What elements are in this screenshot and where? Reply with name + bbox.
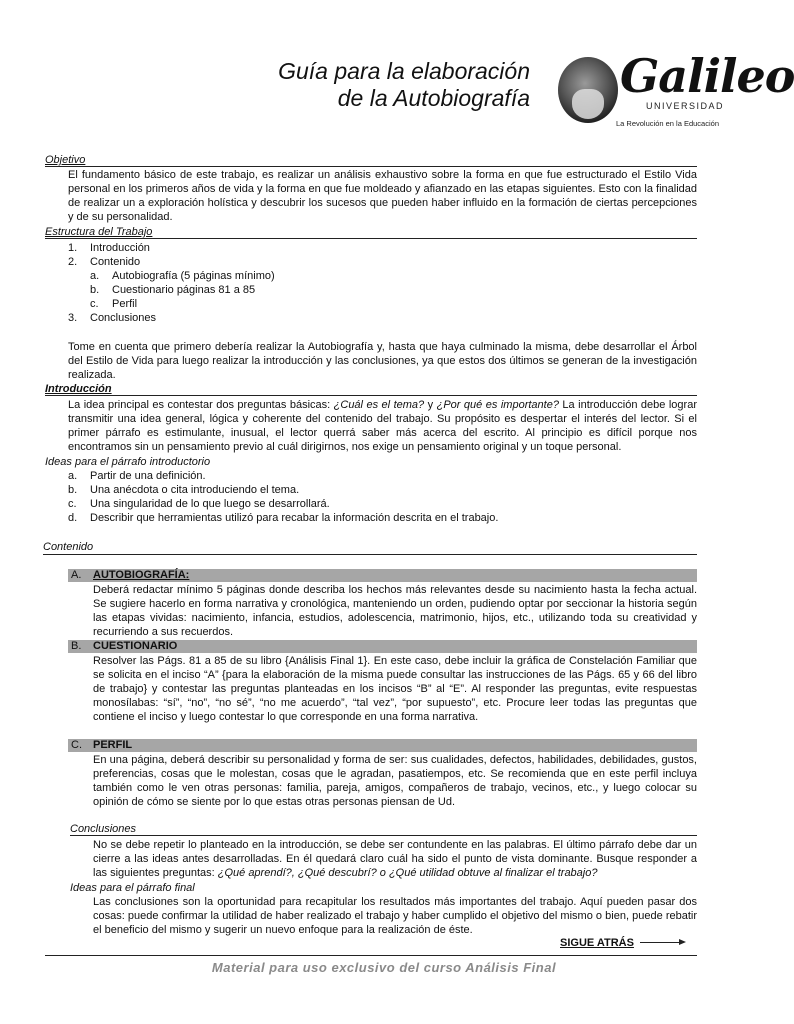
document-title xyxy=(278,58,530,112)
logo-wordmark: Galileo xyxy=(620,49,794,103)
estructura-subitem: a. Autobiografía (5 páginas mínimo) xyxy=(90,270,275,282)
section-letter: B. xyxy=(71,640,82,652)
estructura-item: 2. Contenido xyxy=(68,256,141,268)
ideas-intro-heading: Ideas para el párrafo introductorio xyxy=(45,456,211,468)
section-bar-cuestionario xyxy=(68,640,697,653)
contenido-heading: Contenido xyxy=(43,541,94,553)
ideas-final-text: Las conclusiones son la oportunidad para recapitular los resultados más importantes del trabajo. Aquí pueden pasar dos cosas: puede confirmar la utilidad de haber realizado el trabajo y haber cumplido el objetivo del mismo o bien, puede rebatir el beneficio del mismo y sugerir un nuevo enfoque para la realización de éste. xyxy=(93,896,697,936)
logo-tagline: La Revolución en la Educación xyxy=(616,119,719,128)
estructura-note: Tome en cuenta que primero debería realizar la Autobiografía y, hasta que haya culminado la misma, debe desarrollar el Árbol del Estilo de Vida para luego realizar la introducción y las conclusiones, ya que estos dos últimos se generan de la investigación realizada. xyxy=(68,341,697,381)
arrow-right-icon xyxy=(640,942,680,943)
portrait-beard xyxy=(572,89,604,119)
title-line-1: Guía para la elaboración xyxy=(278,58,530,84)
section-label: AUTOBIOGRAFÍA: xyxy=(93,569,190,581)
estructura-subitem: b. Cuestionario páginas 81 a 85 xyxy=(90,284,256,296)
objetivo-text: El fundamento básico de este trabajo, es realizar un análisis exhaustivo sobre la forma en que fue estructurado el Estilo Vida personal en los primeros años de vida y la forma en que fue moldeado y afianzado en las etapas siguientes. Esto con la finalidad de realizar un a exploración holística y descubrir los sucesos que pueden haber influido en la formación de ciertas percepciones y de su personalidad. xyxy=(68,169,697,223)
ideas-final-heading: Ideas para el párrafo final xyxy=(70,882,195,894)
objetivo-heading: Objetivo xyxy=(45,154,86,166)
conclusiones-rule xyxy=(70,835,697,836)
section-label: CUESTIONARIO xyxy=(93,640,178,652)
introduccion-heading: Introducción xyxy=(45,383,112,395)
conclusiones-text: No se debe repetir lo planteado en la introducción, se debe ser contundente en las palabras. El último párrafo debe dar un cierre a las ideas antes desarrolladas. En él quedará claro cuál ha sido el punto de vista dominante. Busque responder a las siguientes preguntas: ¿Qué aprendí?, ¿Qué descubrí? o ¿Qué utilidad obtuve al finalizar el trabajo? xyxy=(93,839,697,879)
autobiografia-text: Deberá redactar mínimo 5 páginas donde describa los hechos más relevantes desde su nacimiento hasta la fecha actual. Se sugiere hacerlo en forma narrativa y cronológica, manteniendo un orden, pudiendo optar por seccionar la historia según las etapas vividas: nacimiento, infancia, estudios, adolescencia, matrimonio, hijos, etc., utilizando toda su creatividad y recurriendo a sus recuerdos. xyxy=(93,584,697,638)
estructura-item: 1. Introducción xyxy=(68,242,150,254)
perfil-text: En una página, deberá describir su personalidad y forma de ser: sus cualidades, defectos, habilidades, debilidades, gustos, preferencias, cosas que le molestan, cosas que le agradan, pasatiempos, etc. Se recomienda que en este perfil incluya también como le ven otras personas: familia, pareja, amigos, compañeros de trabajo, vecinos, etc., y luego colocar su opinión de cómo se siente por lo que estas otras personas piensan de Ud. xyxy=(93,754,697,808)
idea-item: c. Una singularidad de lo que luego se desarrollará. xyxy=(68,498,330,510)
question-tema: ¿Cuál es el tema? xyxy=(333,399,425,411)
cuestionario-text: Resolver las Págs. 81 a 85 de su libro {Análisis Final 1}. En este caso, debe incluir la gráfica de Constelación Familiar que se solicita en el inciso “A” {para la elaboración de la misma puede consultar las instrucciones de las Págs. 65 y 66 del libro de trabajo} y contestar las preguntas planteadas en los incisos “B” al “E”. Al responder las preguntas, evite respuestas monosílabas: “sí”, “no”, “no sé”, “no me acuerdo”, “tal vez”, “por supuesto”, etc. Procure leer todas las preguntas que contiene el inciso y luego contestar lo que corresponde en una forma narrativa. xyxy=(93,655,697,723)
estructura-item: 3. Conclusiones xyxy=(68,312,157,324)
contenido-rule xyxy=(43,554,697,555)
section-bar-autobiografia xyxy=(68,569,697,582)
question-importante: ¿Por qué es importante? xyxy=(436,399,559,411)
idea-item: d. Describir que herramientas utilizó para recabar la información descrita en el trabajo. xyxy=(68,512,499,524)
objetivo-rule xyxy=(45,166,697,167)
galileo-logo xyxy=(558,49,794,135)
section-letter: A. xyxy=(71,569,82,581)
section-bar-perfil xyxy=(68,739,697,752)
section-letter: C. xyxy=(71,739,82,751)
conclusiones-heading: Conclusiones xyxy=(70,823,137,835)
estructura-heading: Estructura del Trabajo xyxy=(45,226,153,238)
sigue-atras-label: SIGUE ATRÁS xyxy=(560,937,634,949)
section-label: PERFIL xyxy=(93,739,133,751)
title-line-2: de la Autobiografía xyxy=(337,85,530,111)
idea-item: a. Partir de una definición. xyxy=(68,470,206,482)
introduccion-text: La idea principal es contestar dos preguntas básicas: ¿Cuál es el tema? y ¿Por qué es importante? La introducción debe lograr transmitir una idea general, lógica y coherente del contenido del trabajo. Su propósito es despertar el interés del lector. Si el primer párrafo es estimulante, inusual, el lector querrá saber más acerca del escrito. Al principio es difícil porque nos encontramos sin un pensamiento previo al cuál dirigirnos, nos exige un pensamiento original y un toque personal. xyxy=(68,399,697,453)
estructura-subitem: c. Perfil xyxy=(90,298,138,310)
introduccion-rule xyxy=(45,395,697,396)
estructura-rule xyxy=(45,238,697,239)
idea-item: b. Una anécdota o cita introduciendo el tema. xyxy=(68,484,300,496)
footer-rule xyxy=(45,955,697,956)
logo-university: UNIVERSIDAD xyxy=(646,101,725,111)
footer-note: Material para uso exclusivo del curso Análisis Final xyxy=(211,960,557,975)
conclusiones-questions: ¿Qué aprendí?, ¿Qué descubrí? o ¿Qué utilidad obtuve al finalizar el trabajo? xyxy=(217,867,598,879)
